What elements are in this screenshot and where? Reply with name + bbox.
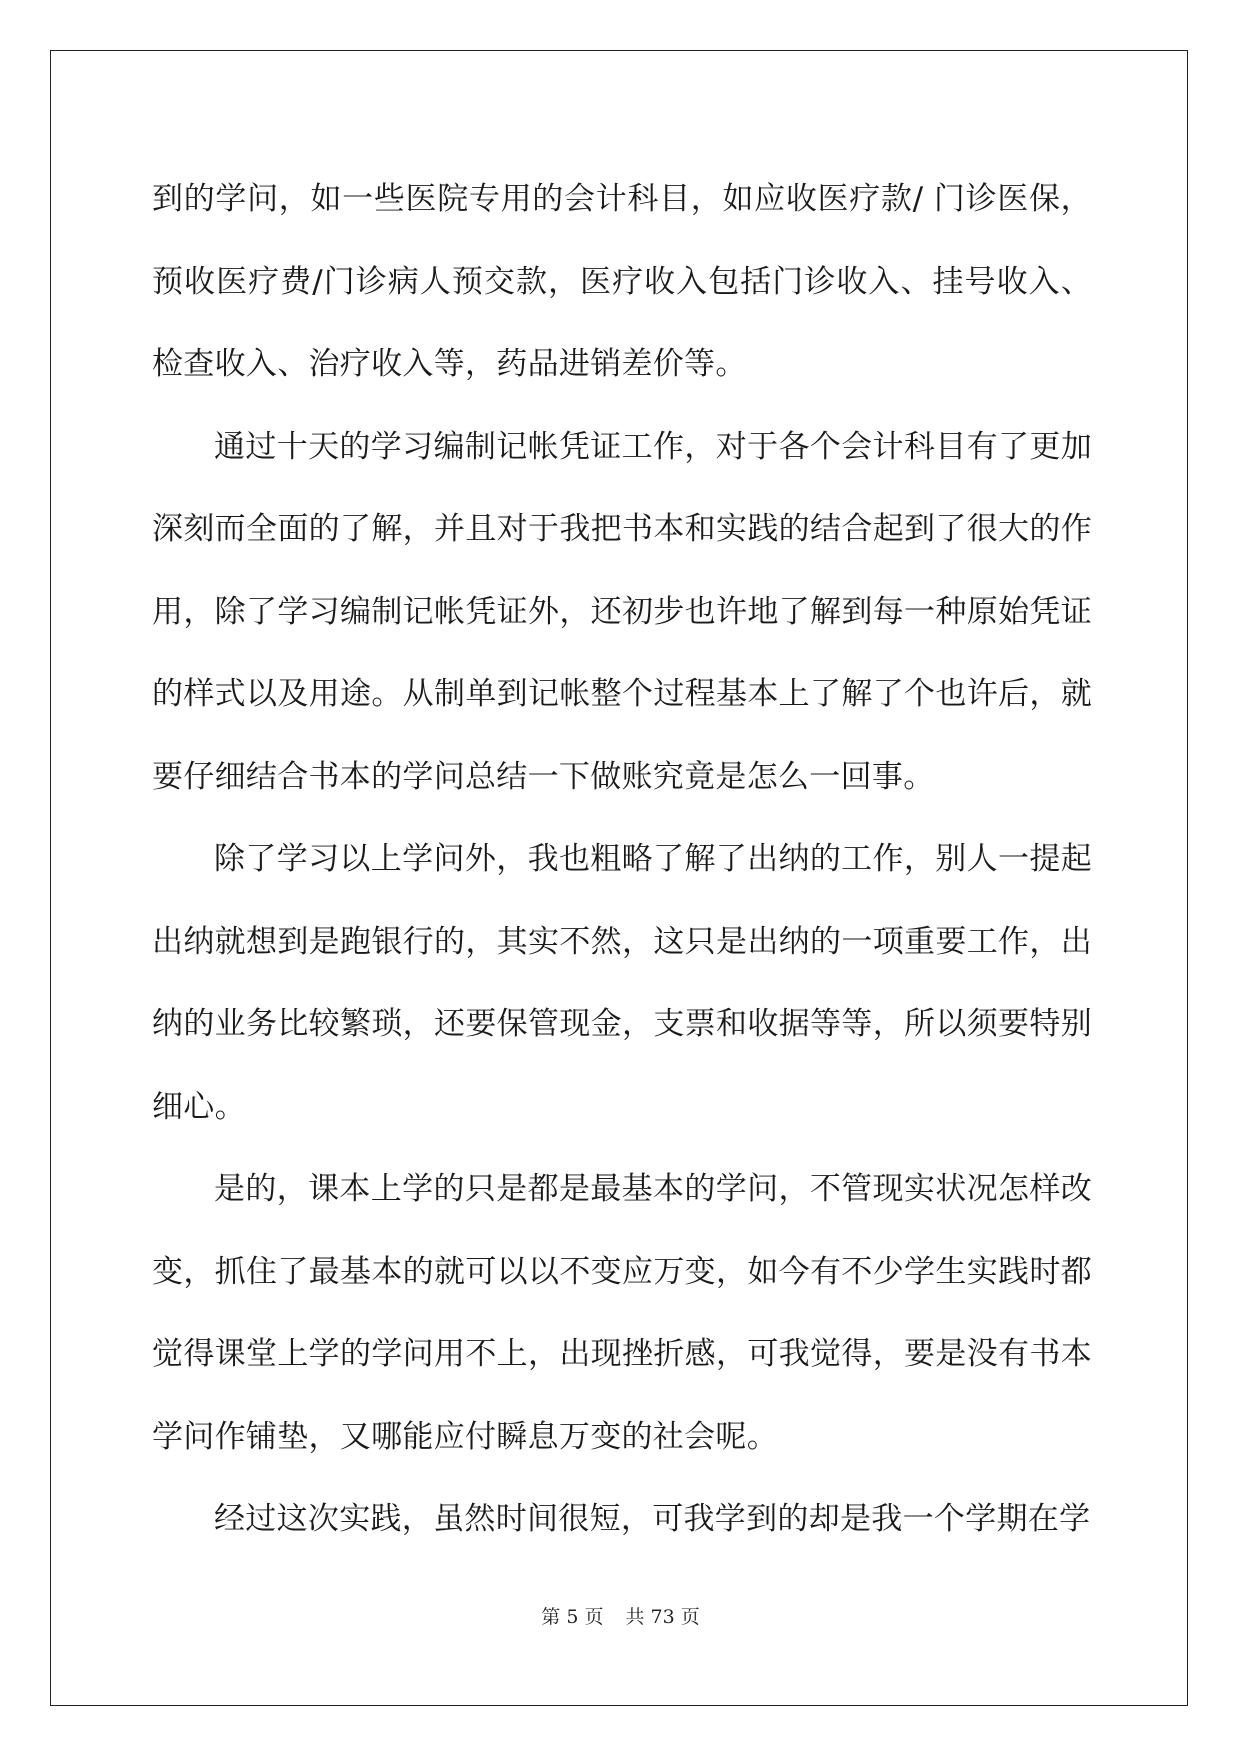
paragraph: 通过十天的学习编制记帐凭证工作，对于各个会计科目有了更加深刻而全面的了解，并且对于我把书本和实践的结合起到了很大的作用，除了学习编制记帐凭证外，还初步也许地了解到每一种原始凭证的样式以及用途。从制单到记帐整个过程基本上了解了个也许后，就要仔细结合书本的学问总结一下做账究竟是怎么一回事。 [152, 428, 1092, 795]
paragraph-continuation: 到的学问，如一些医院专用的会计科目，如应收医疗款/ 门诊医保，预收医疗费/门诊病人预交款，医疗收入包括门诊收入、挂号收入、检查收入、治疗收入等，药品进销差价等。 [152, 181, 1092, 382]
paragraph: 除了学习以上学问外，我也粗略了解了出纳的工作，别人一提起出纳就想到是跑银行的，其实不然，这只是出纳的一项重要工作，出纳的业务比较繁琐，还要保管现金，支票和收据等等，所以须要特别细心。 [152, 841, 1092, 1125]
document-body [152, 158, 1092, 1561]
page-total: 共 73 页 [625, 1606, 700, 1628]
paragraph: 经过这次实践，虽然时间很短，可我学到的却是我一个学期在学 [214, 1501, 1091, 1537]
page-footer [0, 1602, 1241, 1629]
page-number: 第 5 页 [541, 1606, 604, 1628]
paragraph: 是的，课本上学的只是都是最基本的学问，不管现实状况怎样改变，抓住了最基本的就可以以不变应万变，如今有不少学生实践时都觉得课堂上学的学问用不上，出现挫折感，可我觉得，要是没有书本学问作铺垫，又哪能应付瞬息万变的社会呢。 [152, 1171, 1092, 1455]
